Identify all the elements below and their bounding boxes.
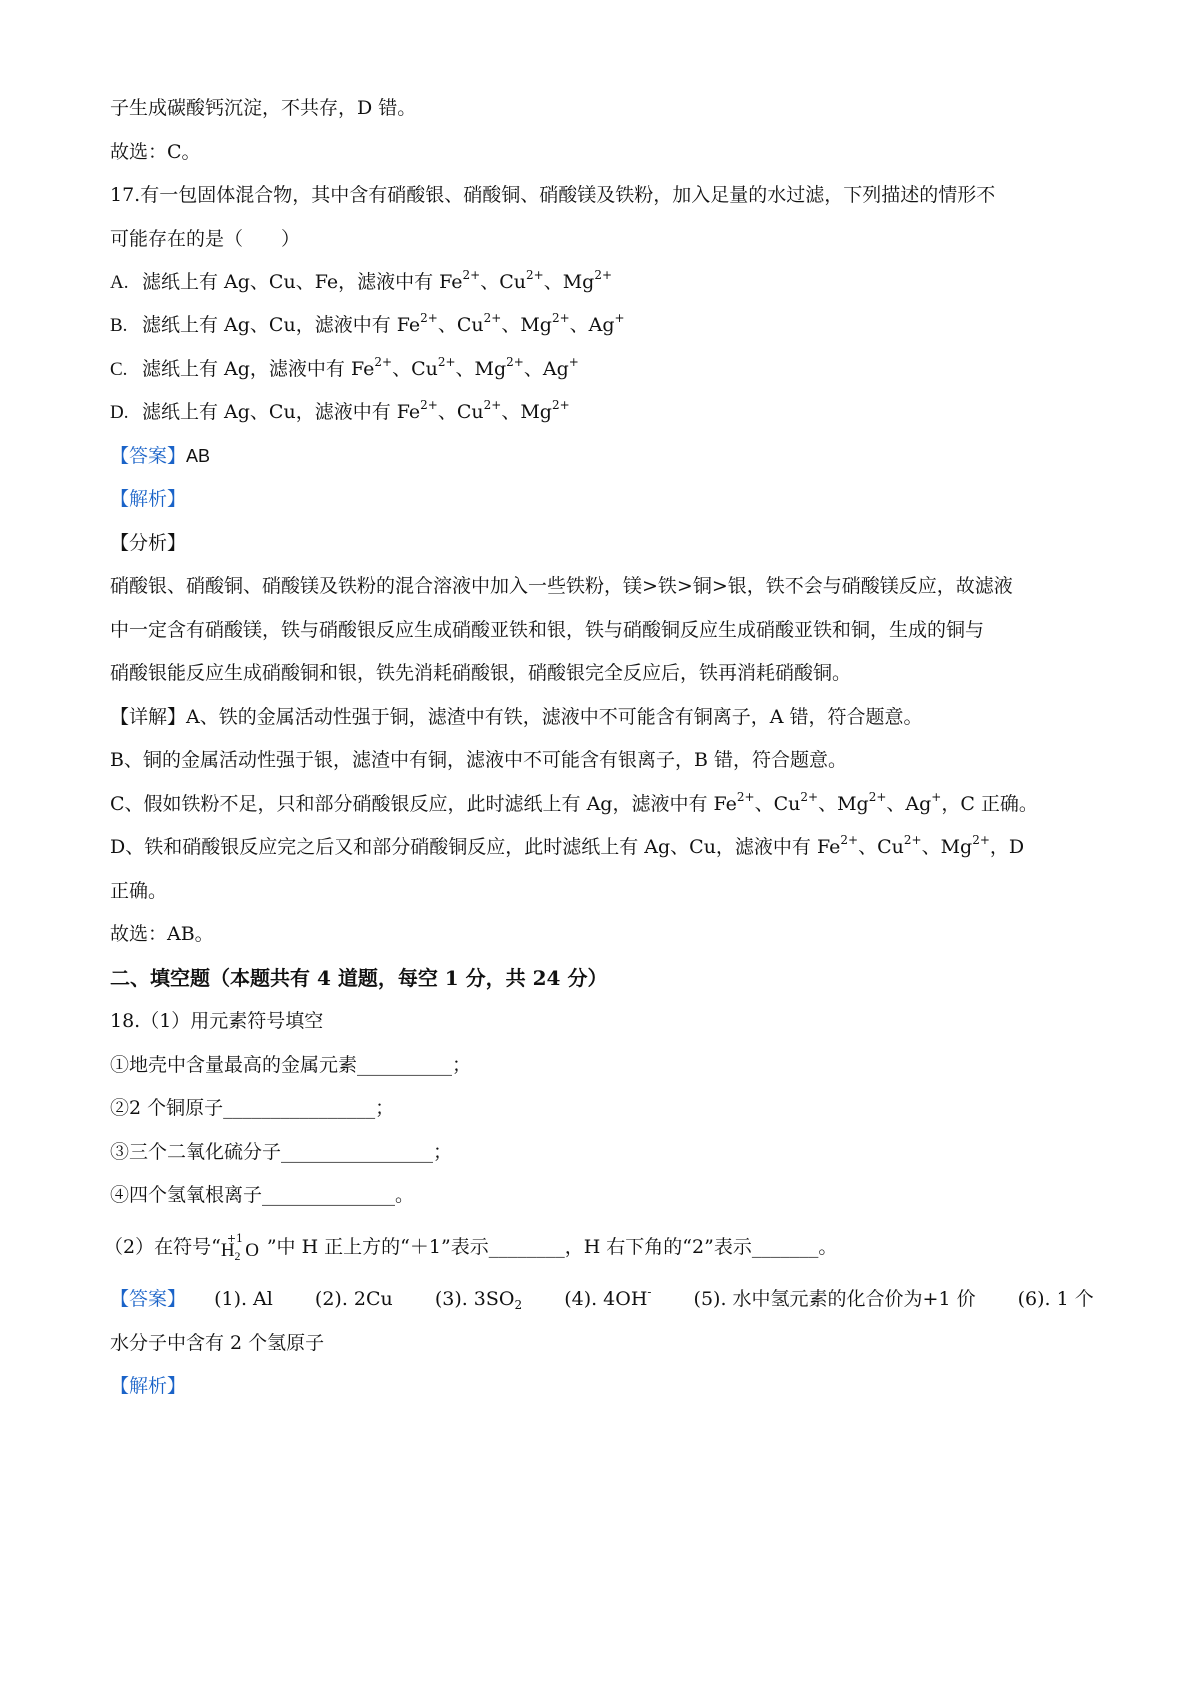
charge: 2+ [551,398,570,412]
analysis-tag: 【解析】 [110,1375,187,1397]
answer-item: (2). 2Cu [314,1288,393,1310]
option-letter: B. [110,315,128,336]
conclusion: 故选：AB。 [110,923,214,945]
ion: 、Cu [480,271,526,293]
charge: 2+ [800,790,819,804]
ion: 、Cu [437,314,484,336]
answer-item [435,1286,522,1312]
ion: 、Mg [921,836,973,858]
charge: +1 [226,1232,244,1245]
answer-item: (6). 1 个 [1017,1288,1094,1310]
water-formula [220,1232,267,1263]
part2-text: （2）在符号“ [104,1236,221,1258]
answer-blank: ______________ [262,1184,396,1206]
charge: 2+ [420,311,438,325]
subscript: 2 [514,1298,523,1312]
formula-base [221,1238,259,1264]
detail-text: A、铁的金属活动性强于铜，滤渣中有铁，滤液中不可能含有铜离子，A 错，符合题意。 [186,706,923,728]
detail-c [110,791,1038,817]
item-label: ②2 个铜原子 [110,1097,224,1119]
option-letter: D. [110,402,129,423]
option-text: 滤纸上有 Ag、Cu、Fe，滤液中有 Fe [142,271,463,293]
answer-text: (4). 4OH [564,1288,648,1310]
charge: - [647,1285,652,1299]
option-text: 滤纸上有 Ag，滤液中有 Fe [142,358,375,380]
ion: 、Cu [437,401,484,423]
part2-text: ”中 H 正上方的“＋1”表示 [266,1236,489,1258]
ion: 、Mg [501,314,552,336]
ion: 、Ag [569,314,615,336]
ion: 、Mg [501,401,552,423]
answer-text: (3). 3SO [434,1288,515,1310]
punct: 。 [818,1236,838,1258]
detail-text: ，C 正确。 [941,793,1038,815]
detail-d [110,834,1024,860]
ion: 、Cu [392,358,438,380]
charge: 2+ [594,268,613,282]
charge: 2+ [736,790,755,804]
answer-blank: ________________ [281,1141,434,1163]
charge: 2+ [868,790,887,804]
option-letter: A. [110,272,129,293]
analysis-tag: 【解析】 [110,488,187,510]
option-c [110,356,579,383]
answer-blank: __________ [357,1054,453,1076]
charge: 2+ [903,833,922,847]
answer-item: (5). 水中氢元素的化合价为+1 价 [693,1288,976,1310]
question-18-part2 [104,1232,838,1263]
option-letter: C. [110,359,128,380]
detail-b: B、铜的金属活动性强于银，滤渣中有铜，滤液中不可能含有银离子，B 错，符合题意。 [110,749,847,771]
answer-blank: ________ [488,1236,565,1258]
charge: 2+ [551,311,570,325]
element-h: H [220,1240,235,1261]
charge: 2+ [483,311,502,325]
punct: ； [433,1141,453,1163]
option-b [110,312,625,339]
answer-line [110,443,210,469]
detail-d-cont: 正确。 [110,880,168,902]
ion: 、Ag [886,793,932,815]
charge: 2+ [840,833,859,847]
item-label: ①地壳中含量最高的金属元素 [110,1054,358,1076]
section-heading: 二、填空题（本题共有 4 道题，每空 1 分，共 24 分） [110,966,608,990]
answer-blank: ________________ [223,1097,376,1119]
ion: 、Mg [455,358,507,380]
fill-item-3 [110,1139,452,1165]
option-text: 滤纸上有 Ag、Cu，滤液中有 Fe [142,401,421,423]
charge: 2+ [462,268,481,282]
analysis-text: 硝酸银能反应生成硝酸铜和银，铁先消耗硝酸银，硝酸银完全反应后，铁再消耗硝酸铜。 [110,662,852,684]
item-label: ③三个二氧化硫分子 [110,1141,282,1163]
element-o: O [245,1240,260,1261]
answer-tag: 【答案】 [110,445,187,467]
answer-item [564,1286,651,1312]
ion: 、Mg [818,793,869,815]
part2-text: ，H 右下角的“2”表示 [564,1236,752,1258]
option-a [110,269,612,296]
question-18-stem: 18.（1）用元素符号填空 [110,1010,324,1032]
item-label: ④四个氢氧根离子 [110,1184,263,1206]
question-17-stem: 17.有一包固体混合物，其中含有硝酸银、硝酸铜、硝酸镁及铁粉，加入足量的水过滤，下列描述的情形不 [110,184,996,206]
charge: 2+ [374,355,393,369]
detail-a [110,704,923,730]
answer-line-18 [110,1286,1094,1312]
charge: 2+ [483,398,502,412]
punct: 。 [395,1184,415,1206]
charge: + [931,790,942,804]
analysis-text: 中一定含有硝酸镁，铁与硝酸银反应生成硝酸亚铁和银，铁与硝酸铜反应生成硝酸亚铁和铜，生成的铜与 [110,619,985,641]
text-line: 子生成碳酸钙沉淀，不共存，D 错。 [110,97,417,119]
fill-item-4 [110,1182,414,1208]
ion: 、Ag [523,358,569,380]
subscript: 2 [234,1249,241,1263]
answer-tag: 【答案】 [110,1288,187,1310]
punct: ； [375,1097,395,1119]
detail-tag: 【详解】 [110,706,187,728]
detail-text: D、铁和硝酸银反应完之后又和部分硝酸铜反应，此时滤纸上有 Ag、Cu，滤液中有 Fe [110,836,841,858]
question-17-stem: 可能存在的是（ ） [110,228,301,250]
fill-item-2 [110,1095,394,1121]
charge: 2+ [437,355,456,369]
fenxi-tag: 【分析】 [110,532,187,554]
text-line: 故选：C。 [110,141,201,163]
answer-blank: _______ [751,1236,819,1258]
detail-text: ，D [989,836,1025,858]
charge: 2+ [420,398,438,412]
analysis-text: 硝酸银、硝酸铜、硝酸镁及铁粉的混合溶液中加入一些铁粉，镁>铁>铜>银，铁不会与硝酸镁反应，故滤液 [110,575,1013,597]
charge: 2+ [506,355,524,369]
fill-item-1 [110,1052,471,1078]
charge: + [568,355,579,369]
answer-cont: 水分子中含有 2 个氢原子 [110,1332,325,1354]
answer-item: (1). Al [214,1288,273,1310]
punct: ； [452,1054,472,1076]
detail-text: C、假如铁粉不足，只和部分硝酸银反应，此时滤纸上有 Ag，滤液中有 Fe [110,793,737,815]
ion: 、Mg [543,271,595,293]
option-d [110,399,570,426]
ion: 、Cu [754,793,801,815]
ion: 、Cu [858,836,904,858]
charge: 2+ [526,268,544,282]
option-text: 滤纸上有 Ag、Cu，滤液中有 Fe [142,314,421,336]
charge: + [614,311,625,325]
charge: 2+ [972,833,990,847]
answer-value: AB [186,446,211,466]
